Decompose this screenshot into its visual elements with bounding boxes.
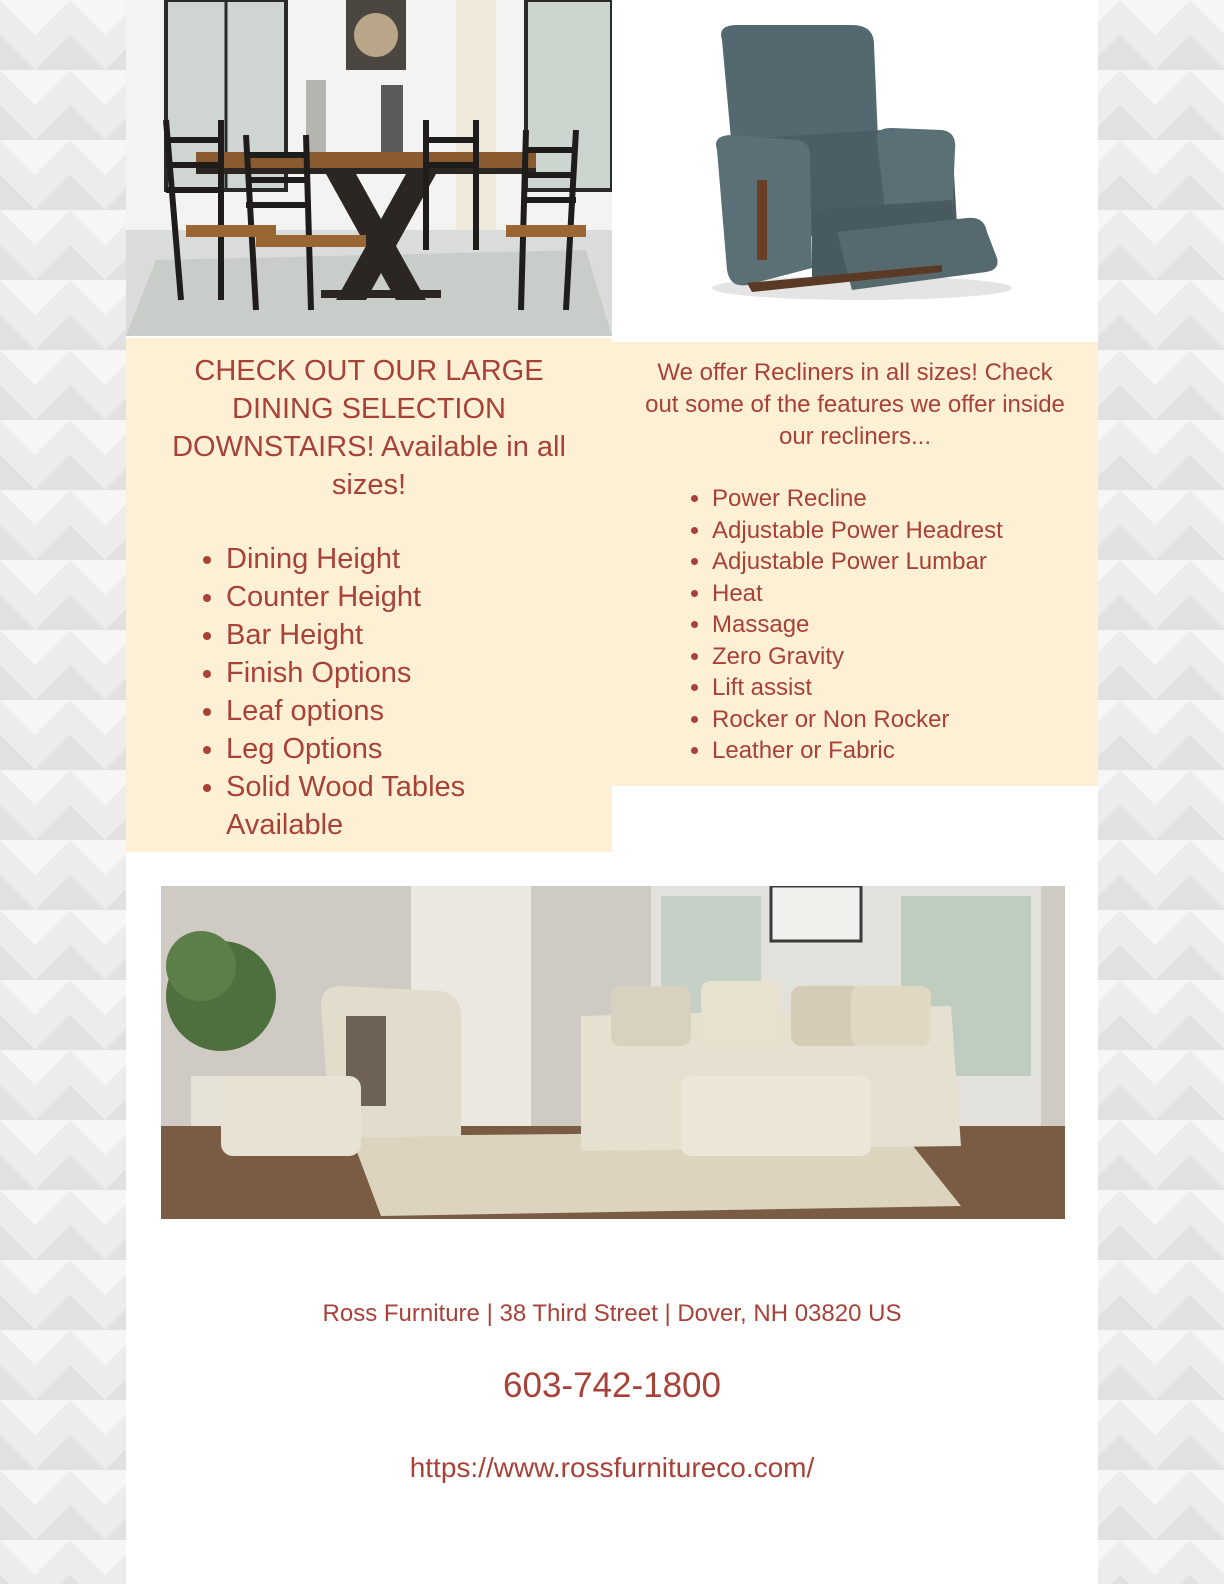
- list-item: • Solid Wood Tables Available: [226, 768, 572, 844]
- list-item: • Rocker or Non Rocker: [712, 704, 1068, 736]
- list-item: • Massage: [712, 609, 1068, 641]
- list-item: • Adjustable Power Lumbar: [712, 546, 1068, 578]
- list-item: • Leather or Fabric: [712, 735, 1068, 767]
- store-phone[interactable]: 603-742-1800: [503, 1366, 721, 1405]
- list-item: • Adjustable Power Headrest: [712, 515, 1068, 547]
- list-item: • Counter Height: [226, 578, 572, 616]
- dining-info-panel: [126, 338, 612, 852]
- list-item: • Dining Height: [226, 540, 572, 578]
- list-item: • Finish Options: [226, 654, 572, 692]
- list-item: • Heat: [712, 578, 1068, 610]
- living-room-photo: [161, 886, 1065, 1219]
- dining-intro-text: CHECK OUT OUR LARGE DINING SELECTION DOWNSTAIRS! Available in all sizes!: [172, 355, 566, 501]
- list-item: • Leaf options: [226, 692, 572, 730]
- recliner-intro-text: We offer Recliners in all sizes! Check out some of the features we offer inside our recliners...: [645, 359, 1065, 450]
- flyer-page: [126, 0, 1098, 1584]
- dining-set-photo: [126, 0, 612, 336]
- list-item: • Lift assist: [712, 672, 1068, 704]
- store-website-link[interactable]: https://www.rossfurnitureco.com/: [409, 1452, 815, 1483]
- recliner-info-panel: [612, 342, 1098, 786]
- list-item: • Power Recline: [712, 483, 1068, 515]
- recliner-feature-list: [642, 483, 1068, 767]
- list-item: • Bar Height: [226, 616, 572, 654]
- store-address: Ross Furniture | 38 Third Street | Dover, NH 03820 US: [322, 1300, 902, 1327]
- list-item: • Leg Options: [226, 730, 572, 768]
- recliner-photo: [612, 0, 1098, 340]
- list-item: • Zero Gravity: [712, 641, 1068, 673]
- dining-feature-list: [166, 540, 572, 844]
